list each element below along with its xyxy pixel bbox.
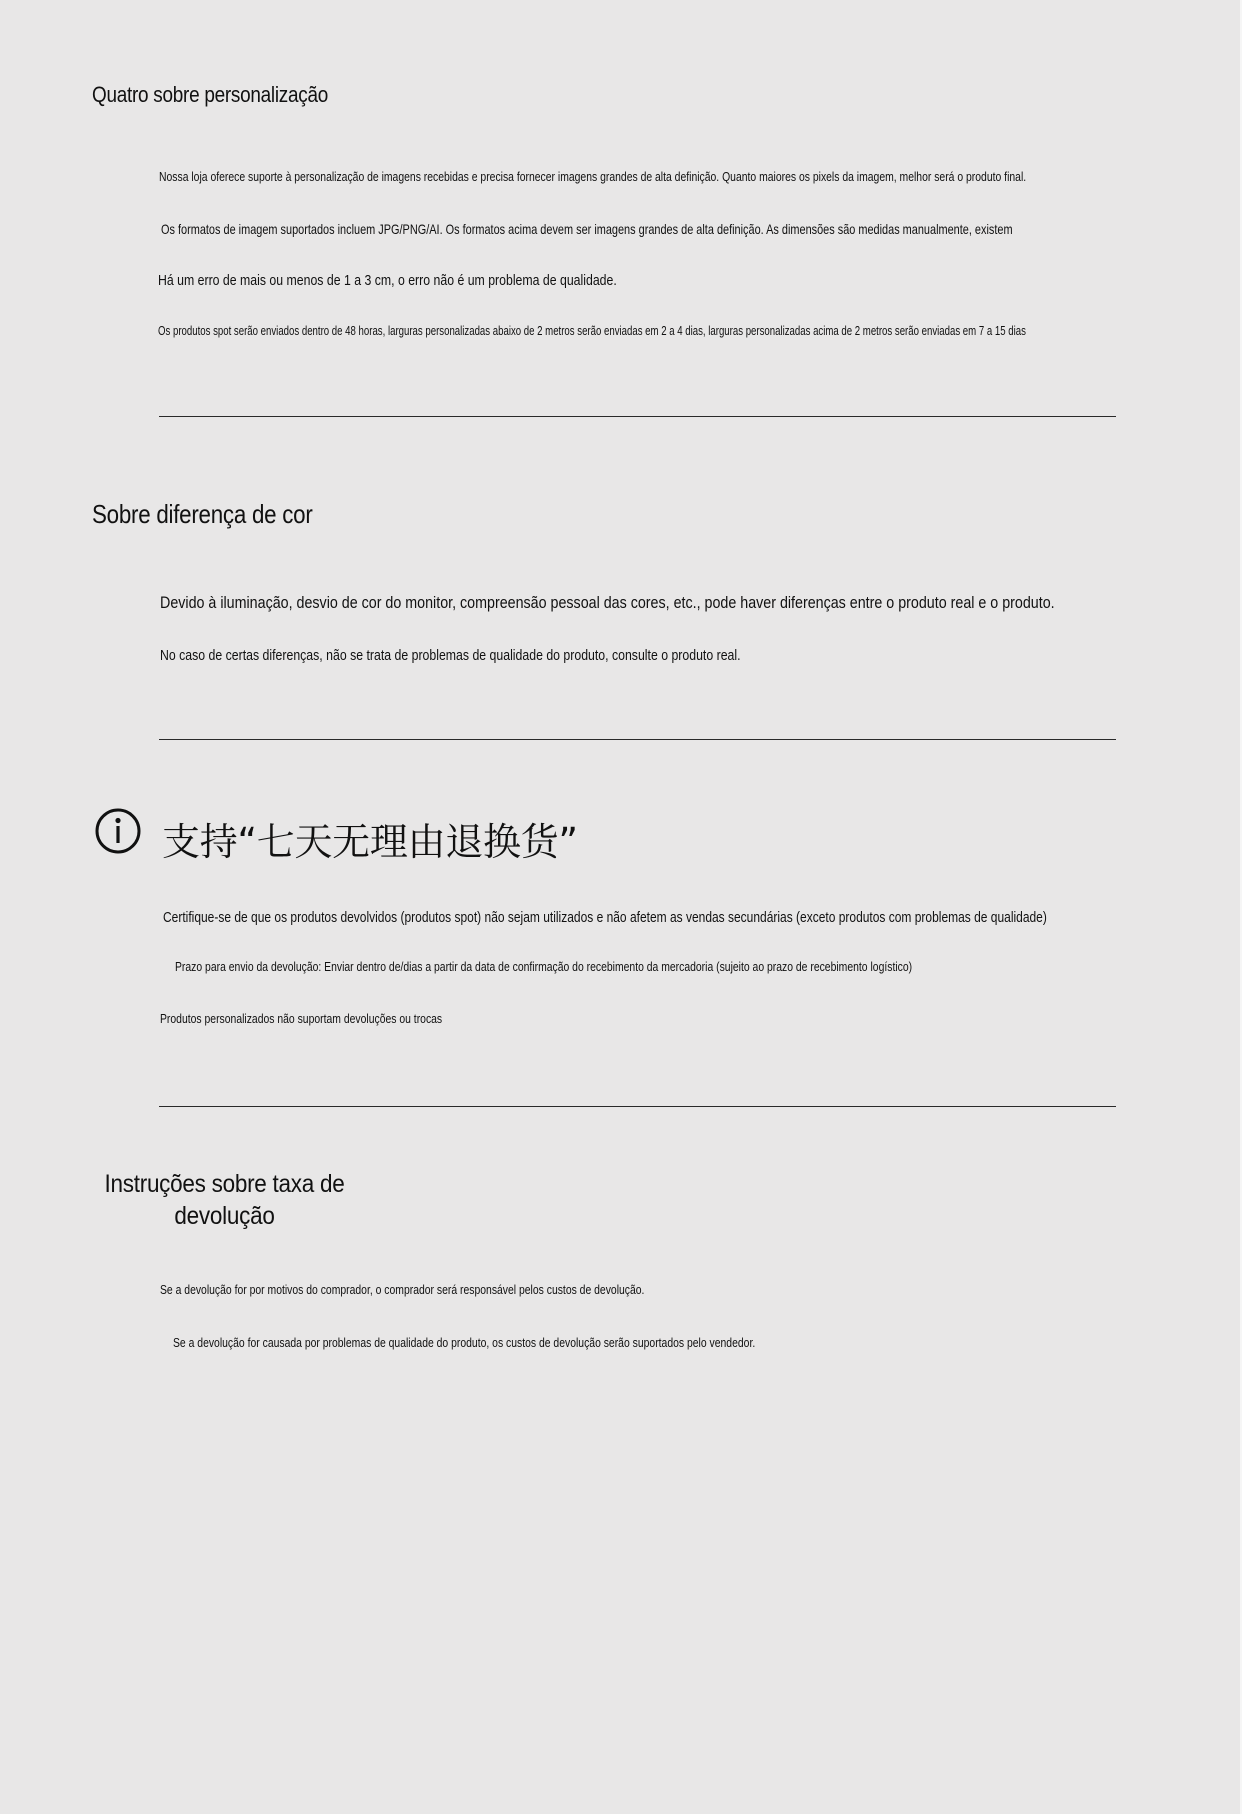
return-fees-title [94,1168,355,1232]
return-fees-title-line-1: Instruções sobre taxa de [104,1170,345,1198]
returns-line-1: Certifique-se de que os produtos devolvidos (produtos spot) não sejam utilizados e não afetem as vendas secundárias (exceto produtos com problemas de qualidade) [163,909,1047,926]
divider-2 [159,739,1116,740]
returns-title: 支持“七天无理由退换货” [162,820,578,864]
return-fees-title-line-2: devolução [174,1202,275,1230]
customization-line-2: Os formatos de imagem suportados incluem JPG/PNG/AI. Os formatos acima devem ser imagens grandes de alta definição. As dimensões são medidas manualmente, existem [161,221,1013,237]
return-fees-line-2: Se a devolução for causada por problemas de qualidade do produto, os custos de devolução serão suportados pelo vendedor. [173,1335,756,1350]
color-difference-line-1: Devido à iluminação, desvio de cor do monitor, compreensão pessoal das cores, etc., pode haver diferenças entre o produto real e o produto. [160,593,1055,612]
returns-line-2: Prazo para envio da devolução: Enviar dentro de/dias a partir da data de confirmação do recebimento da mercadoria (sujeito ao prazo de recebimento logístico) [175,959,913,974]
returns-line-3: Produtos personalizados não suportam devoluções ou trocas [160,1011,443,1026]
color-difference-line-2: No caso de certas diferenças, não se trata de problemas de qualidade do produto, consulte o produto real. [160,647,741,664]
customization-line-3: Há um erro de mais ou menos de 1 a 3 cm, o erro não é um problema de qualidade. [158,272,617,289]
info-circle-icon [95,808,141,854]
customization-line-4: Os produtos spot serão enviados dentro de 48 horas, larguras personalizadas abaixo de 2 metros serão enviadas em 2 a 4 dias, larguras personalizadas acima de 2 metros serão enviadas em 7 a 15 dias [158,323,1026,338]
color-difference-title: Sobre diferença de cor [92,499,313,529]
divider-1 [159,416,1116,417]
customization-title: Quatro sobre personalização [92,82,328,107]
return-fees-line-1: Se a devolução for por motivos do comprador, o comprador será responsável pelos custos de devolução. [160,1282,645,1297]
customization-line-1: Nossa loja oferece suporte à personalização de imagens recebidas e precisa fornecer imagens grandes de alta definição. Quanto maiores os pixels da imagem, melhor será o produto final. [159,169,1027,184]
divider-3 [159,1106,1116,1107]
